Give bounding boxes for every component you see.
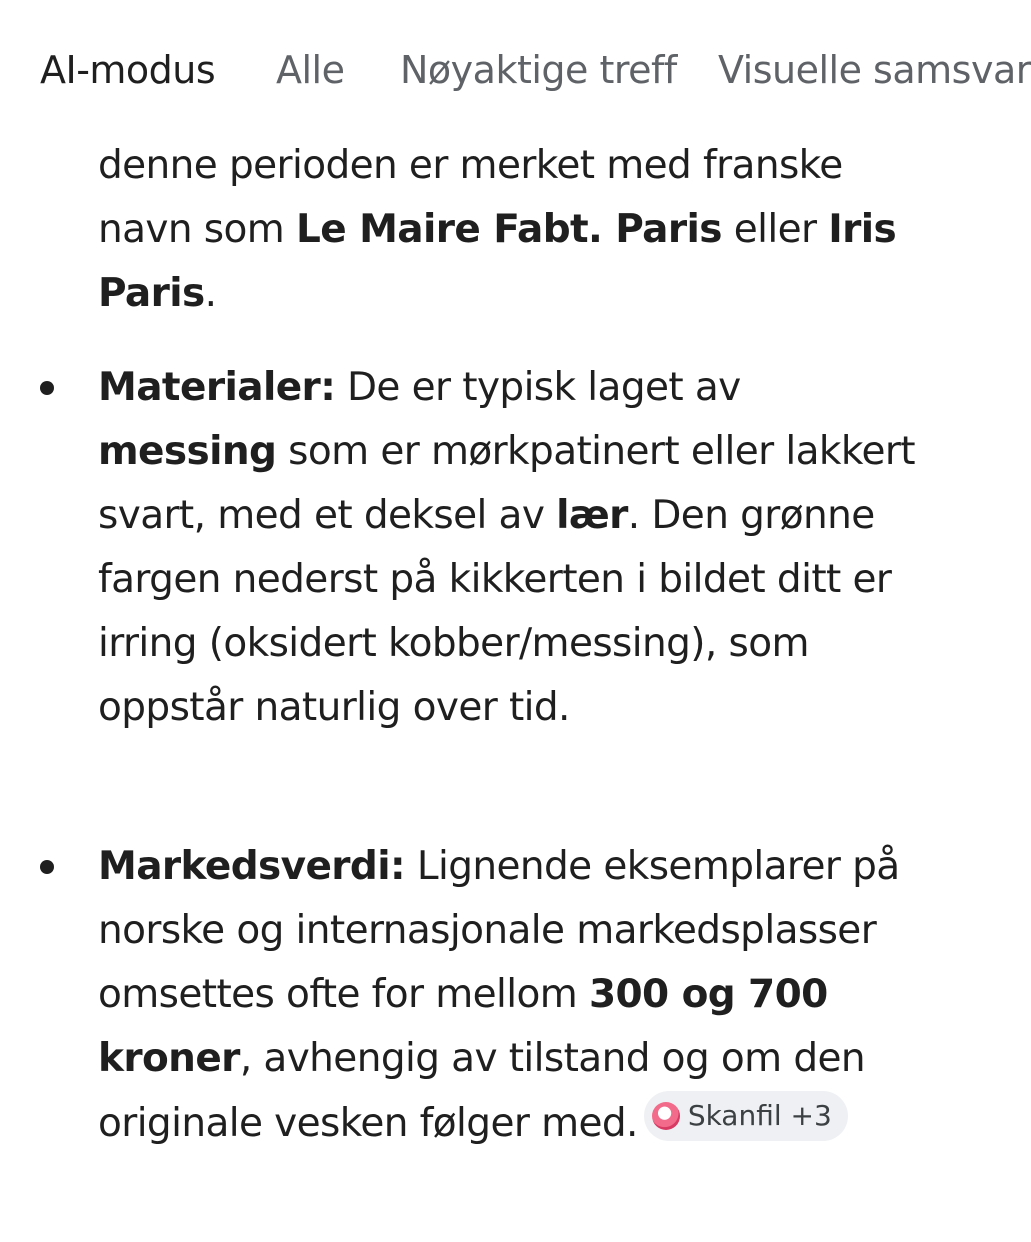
market-value-text: Lignende eksemplarer på norske og internasjonale markedsplasser omsettes ofte for mellom [98, 844, 900, 1017]
materials-paragraph [98, 356, 928, 740]
materials-text: som er mørkpatinert eller lakkert svart, med et deksel av [98, 429, 915, 538]
materials-text: De er typisk laget av [335, 365, 741, 410]
market-value-text: , avhengig av tilstand og om den originale vesken følger med. [98, 1036, 866, 1146]
brand-name-iris: Iris Paris [98, 207, 897, 316]
material-brass: messing [98, 429, 277, 474]
source-chip-label: Skanfil +3 [687, 1099, 832, 1132]
price-range: 300 og 700 kroner [98, 972, 828, 1081]
tab-ai-modus[interactable]: AI-modus [40, 48, 216, 92]
market-value-heading: Markedsverdi: [98, 844, 406, 889]
materials-heading: Materialer: [98, 365, 336, 410]
source-favicon-icon [652, 1102, 680, 1130]
tab-visuelle-samsvar[interactable]: Visuelle samsvar [718, 48, 1031, 92]
source-chip[interactable] [644, 1091, 848, 1141]
intro-paragraph [98, 134, 928, 326]
intro-text: eller [721, 207, 829, 252]
brand-name-le-maire: Le Maire Fabt. Paris [295, 207, 722, 252]
search-mode-tabs [0, 0, 1031, 130]
intro-text: denne perioden er merket med franske navn som [98, 143, 843, 252]
market-value-paragraph [98, 835, 928, 1156]
tab-noyaktige-treff[interactable]: Nøyaktige treff [400, 48, 677, 92]
materials-text: . Den grønne fargen nederst på kikkerten i bildet ditt er irring (oksidert kobber/messing), som oppstår naturlig over tid. [98, 493, 892, 730]
bullet-marker [40, 860, 54, 874]
intro-text: . [204, 271, 217, 316]
tab-alle[interactable]: Alle [276, 48, 345, 92]
material-leather: lær [556, 493, 628, 538]
bullet-marker [40, 381, 54, 395]
